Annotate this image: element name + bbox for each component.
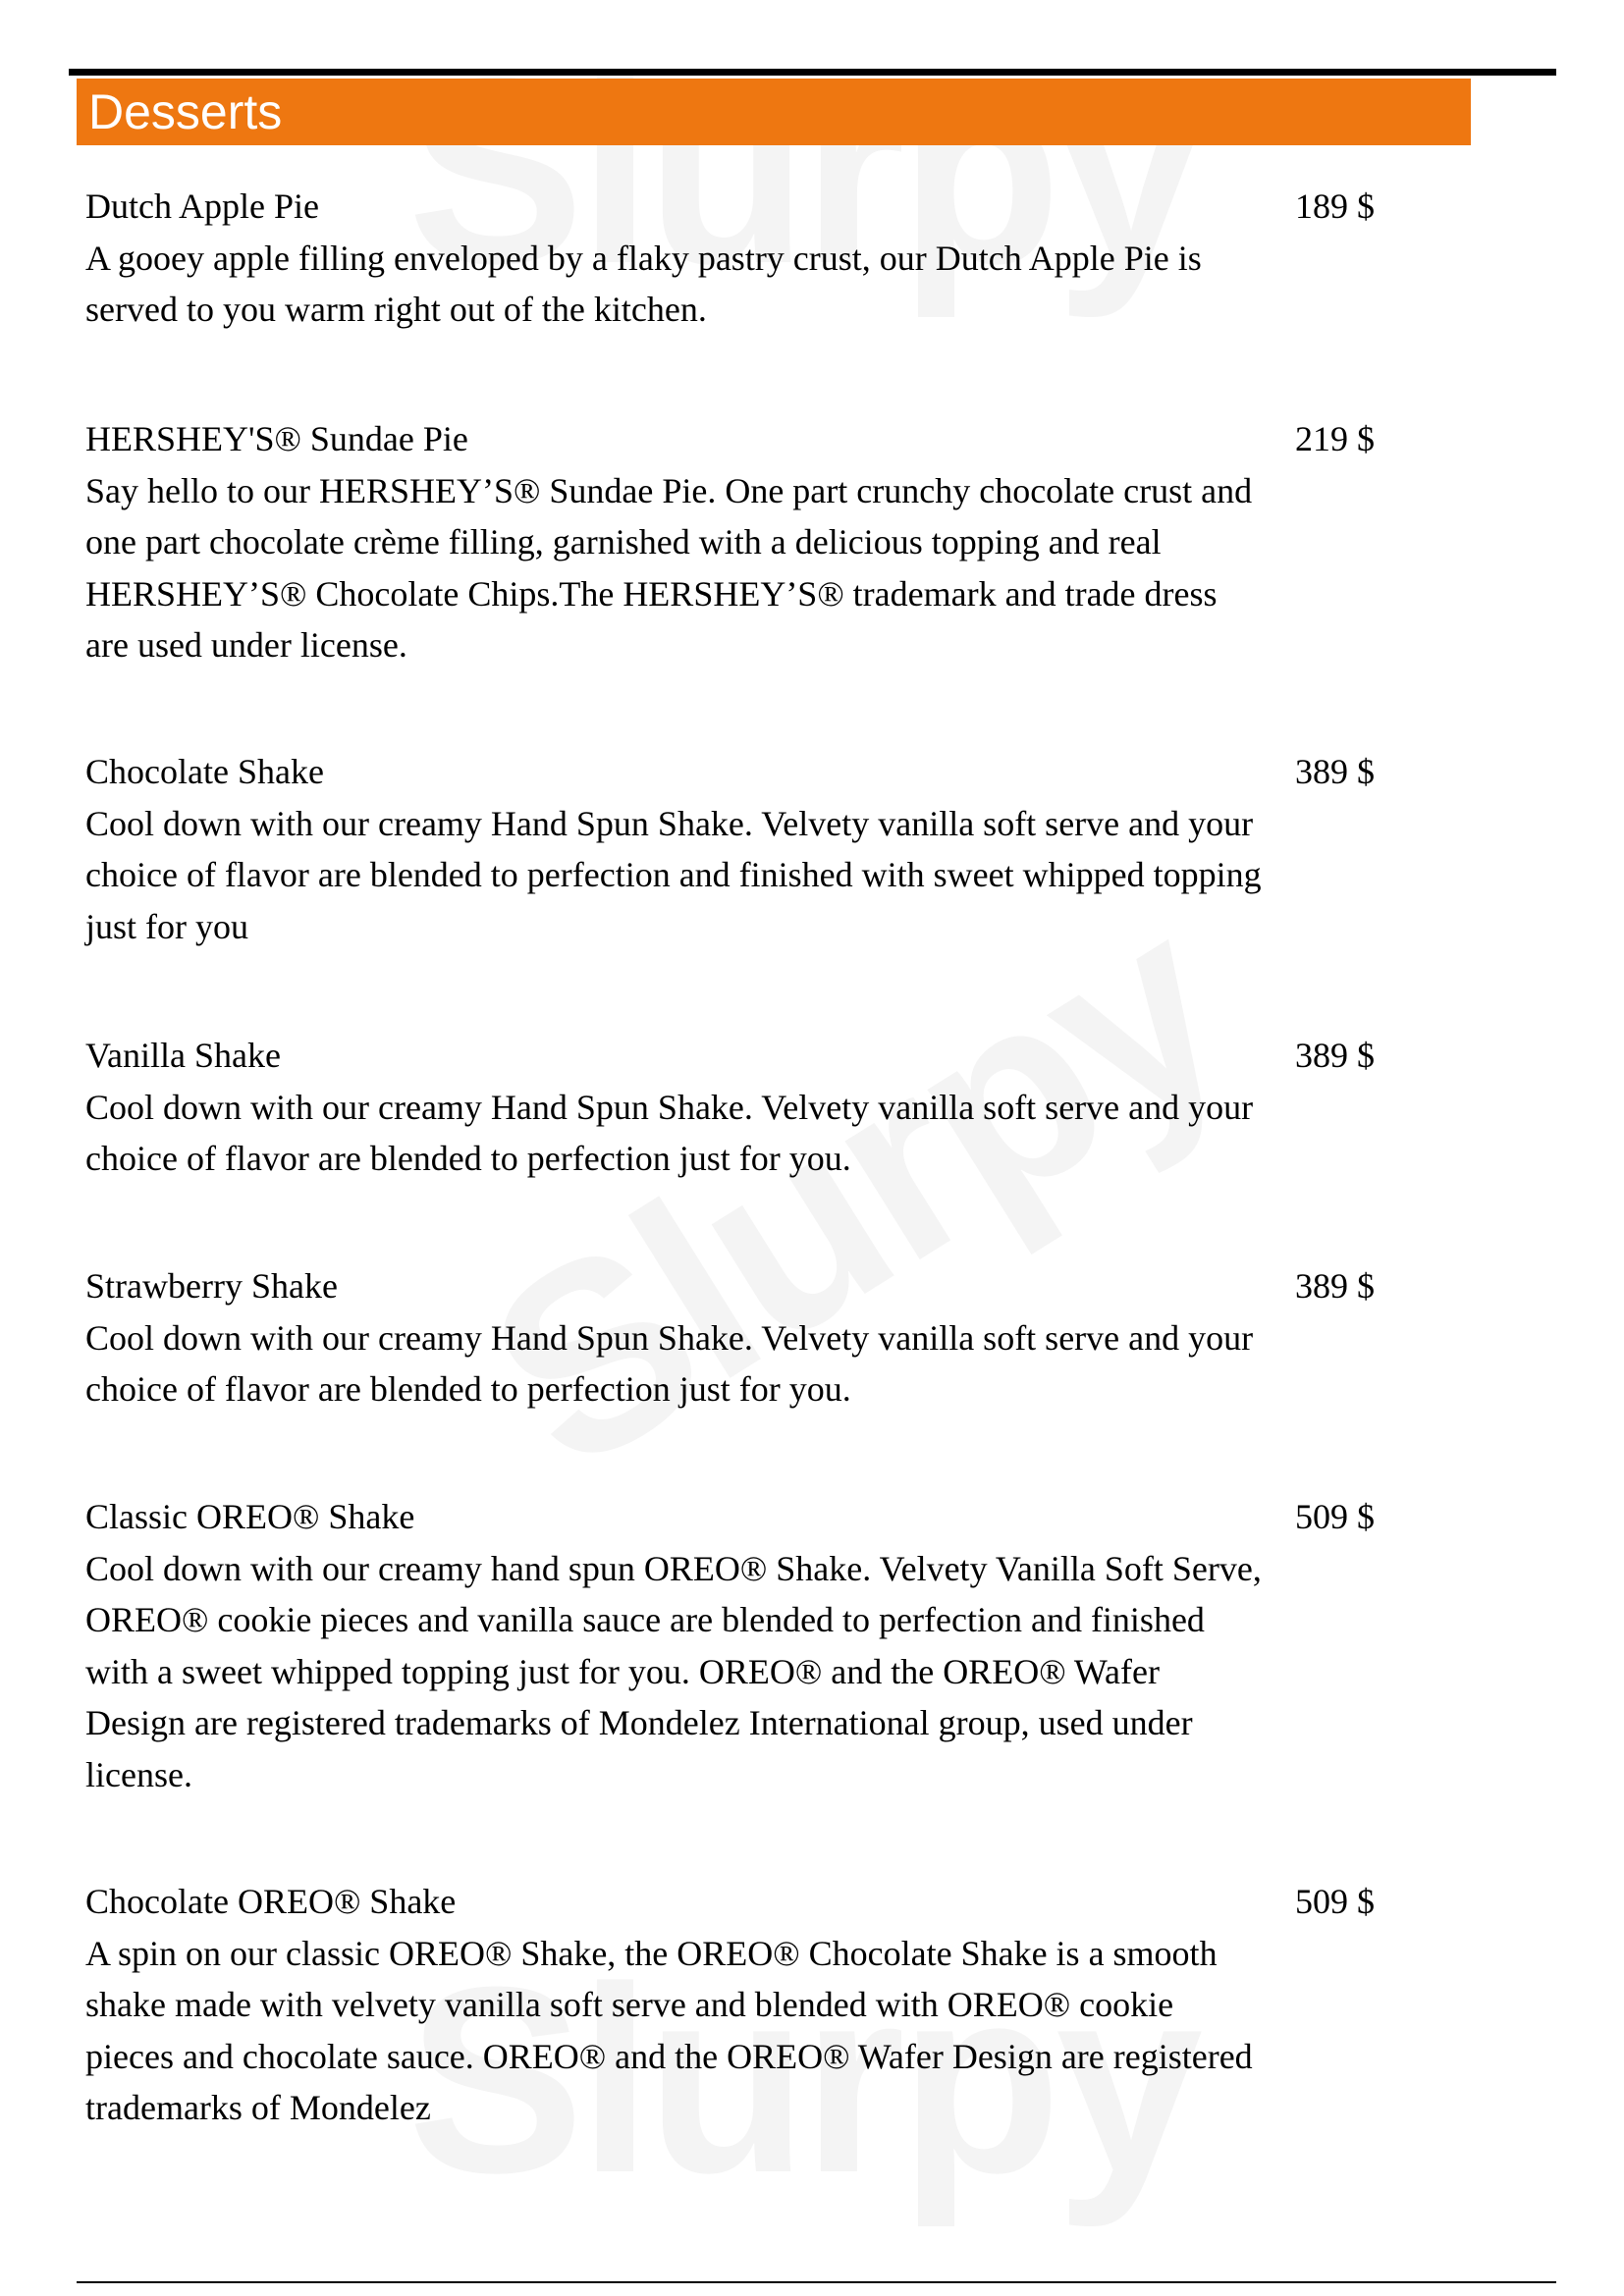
menu-item-chocolate-shake: [85, 746, 1401, 952]
item-price: 389 $: [1295, 1266, 1375, 1306]
item-description: Cool down with our creamy Hand Spun Shake. Velvety vanilla soft serve and your choice of flavor are blended to perfection and finished with sweet whipped topping just for you: [85, 803, 1262, 946]
item-price: 509 $: [1295, 1882, 1375, 1921]
item-price: 189 $: [1295, 187, 1375, 226]
item-name: Strawberry Shake: [85, 1266, 338, 1306]
top-rule: [69, 69, 1556, 76]
section-title: Desserts: [88, 84, 283, 139]
item-name: Chocolate Shake: [85, 752, 324, 791]
menu-item-dutch-apple-pie: [85, 181, 1401, 336]
menu-item-vanilla-shake: [85, 1030, 1401, 1185]
bottom-rule: [77, 2281, 1556, 2283]
item-description: Cool down with our creamy Hand Spun Shake. Velvety vanilla soft serve and your choice of flavor are blended to perfection just for you.: [85, 1087, 1254, 1178]
menu-item-chocolate-oreo-shake: [85, 1876, 1401, 2134]
item-description: Say hello to our HERSHEY’S® Sundae Pie. One part crunchy chocolate crust and one part chocolate crème filling, garnished with a delicious topping and real HERSHEY’S® Chocolate Chips.The HERSHEY’S® trademark and trade dress are used under license.: [85, 470, 1253, 665]
menu-item-hersheys-sundae-pie: [85, 413, 1401, 671]
item-name: Dutch Apple Pie: [85, 187, 319, 226]
item-price: 509 $: [1295, 1497, 1375, 1536]
item-description: Cool down with our creamy hand spun OREO® Shake. Velvety Vanilla Soft Serve, OREO® cookie pieces and vanilla sauce are blended to perfection and finished with a sweet whipped topping just for you. OREO® and the OREO® Wafer Design are registered trademarks of Mondelez International group, used under license.: [85, 1548, 1262, 1794]
item-description: Cool down with our creamy Hand Spun Shake. Velvety vanilla soft serve and your choice of flavor are blended to perfection just for you.: [85, 1317, 1254, 1409]
item-name: HERSHEY'S® Sundae Pie: [85, 419, 468, 458]
item-price: 389 $: [1295, 752, 1375, 791]
section-header: [77, 79, 1471, 145]
menu-item-strawberry-shake: [85, 1260, 1401, 1415]
watermark-logo: [452, 871, 1262, 1514]
menu-item-classic-oreo-shake: [85, 1491, 1401, 1800]
item-name: Classic OREO® Shake: [85, 1497, 415, 1536]
item-description: A gooey apple filling enveloped by a flaky pastry crust, our Dutch Apple Pie is served to you warm right out of the kitchen.: [85, 238, 1202, 329]
item-price: 389 $: [1295, 1036, 1375, 1075]
item-name: Chocolate OREO® Shake: [85, 1882, 457, 1921]
item-name: Vanilla Shake: [85, 1036, 281, 1075]
item-description: A spin on our classic OREO® Shake, the OREO® Chocolate Shake is a smooth shake made with velvety vanilla soft serve and blended with OREO® cookie pieces and chocolate sauce. OREO® and the OREO® Wafer Design are registered trademarks of Mondelez: [85, 1933, 1253, 2127]
item-price: 219 $: [1295, 419, 1375, 458]
